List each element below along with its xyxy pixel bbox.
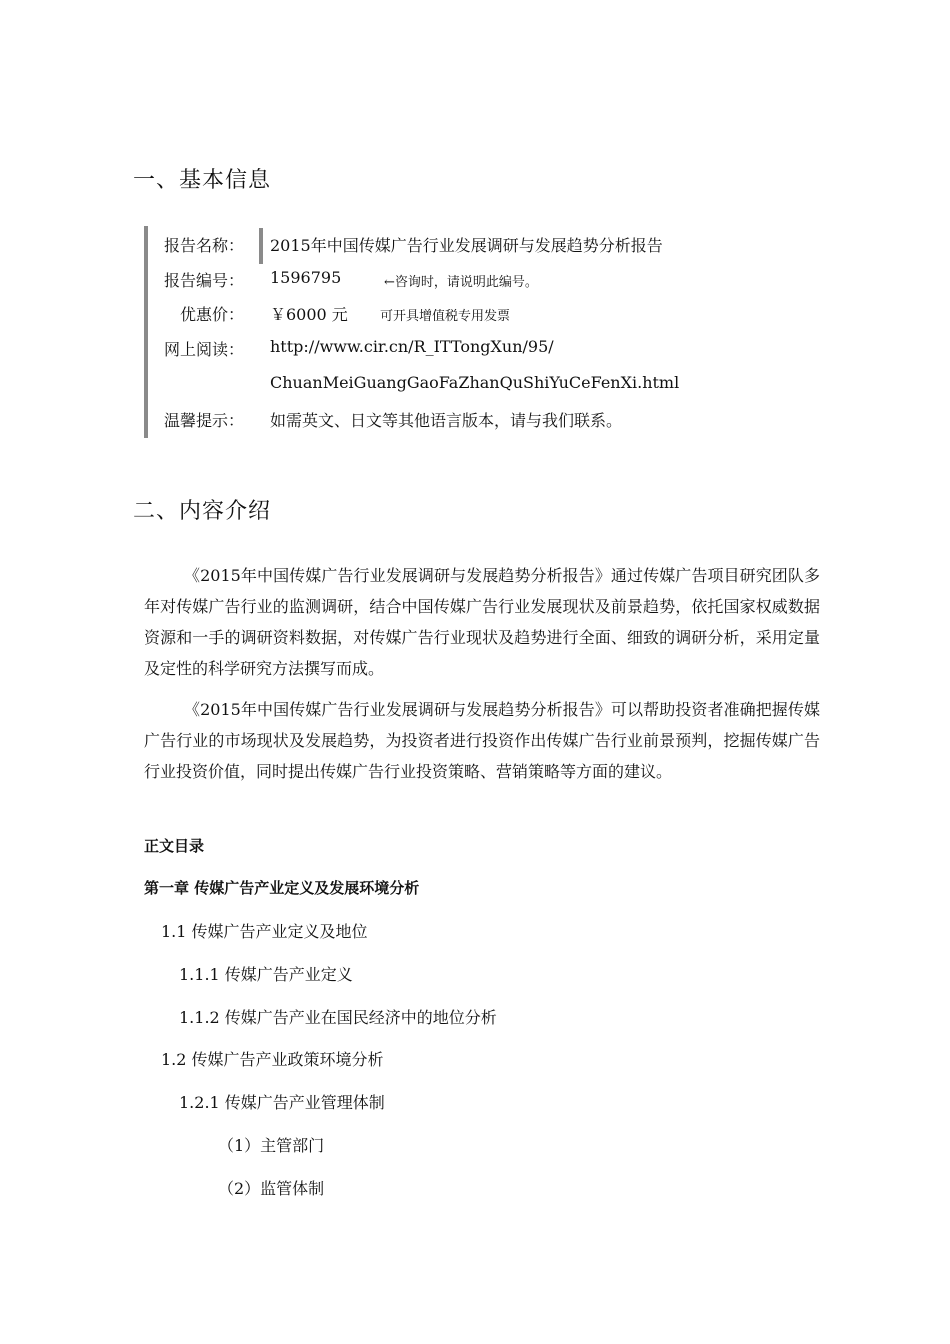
online-read-url-line1[interactable]: http://www.cir.cn/R_ITTongXun/95/ bbox=[270, 337, 554, 356]
tip-value: 如需英文、日文等其他语言版本，请与我们联系。 bbox=[270, 411, 623, 430]
info-left-bar bbox=[144, 226, 148, 438]
section-title-content-intro: 二、内容介绍 bbox=[133, 499, 272, 524]
report-name-value: 2015年中国传媒广告行业发展调研与发展趋势分析报告 bbox=[270, 236, 663, 255]
online-read-url-line2[interactable]: ChuanMeiGuangGaoFaZhanQuShiYuCeFenXi.html bbox=[270, 373, 680, 392]
online-read-label: 网上阅读： bbox=[163, 340, 244, 359]
tip-label: 温馨提示： bbox=[163, 411, 244, 430]
toc-section-1-2: 1.2 传媒广告产业政策环境分析 bbox=[161, 1050, 384, 1069]
report-code-note: ←咨询时，请说明此编号。 bbox=[384, 275, 538, 290]
toc-item-2: （2）监管体制 bbox=[218, 1179, 325, 1198]
report-name-label: 报告名称： bbox=[163, 236, 244, 255]
basic-info-box bbox=[144, 226, 824, 438]
toc-section-1-1-1: 1.1.1 传媒广告产业定义 bbox=[179, 965, 353, 984]
price-note: 可开具增值税专用发票 bbox=[380, 309, 511, 324]
report-code-label: 报告编号： bbox=[163, 271, 244, 290]
intro-paragraph-2: 《2015年中国传媒广告行业发展调研与发展趋势分析报告》可以帮助投资者准确把握传媒广告行业的市场现状及发展趋势，为投资者进行投资作出传媒广告行业前景预判，挖掘传媒广告行业投资价值，同时提出传媒广告行业投资策略、营销策略等方面的建议。 bbox=[144, 700, 820, 781]
report-code-value: 1596795 bbox=[270, 268, 342, 287]
toc-section-1-2-1: 1.2.1 传媒广告产业管理体制 bbox=[179, 1093, 385, 1112]
intro-paragraph-1: 《2015年中国传媒广告行业发展调研与发展趋势分析报告》通过传媒广告项目研究团队多年对传媒广告行业的监测调研，结合中国传媒广告行业发展现状及前景趋势，依托国家权威数据资源和一手的调研资料数据，对传媒广告行业现状及趋势进行全面、细致的调研分析，采用定量及定性的科学研究方法撰写而成。 bbox=[144, 566, 820, 678]
section-title-basic-info: 一、基本信息 bbox=[133, 168, 272, 193]
toc-chapter-1: 第一章 传媒广告产业定义及发展环境分析 bbox=[144, 879, 420, 897]
info-title-marker bbox=[259, 228, 263, 264]
price-label: 优惠价： bbox=[179, 305, 244, 324]
price-value: ￥6000 元 bbox=[270, 305, 348, 324]
toc-section-1-1-2: 1.1.2 传媒广告产业在国民经济中的地位分析 bbox=[179, 1008, 497, 1027]
toc-item-1: （1）主管部门 bbox=[218, 1136, 325, 1155]
toc-heading: 正文目录 bbox=[144, 837, 205, 855]
toc-section-1-1: 1.1 传媒广告产业定义及地位 bbox=[161, 922, 368, 941]
